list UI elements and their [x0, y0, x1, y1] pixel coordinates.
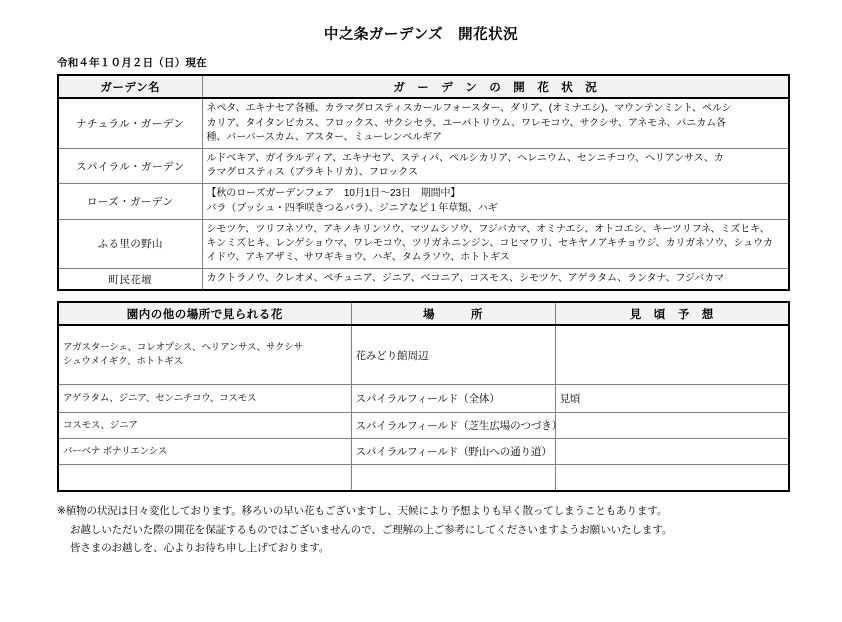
text-line: 種、バーバースカム、アスター、ミューレンベルギア	[206, 131, 442, 143]
place-cell: スパイラルフィールド（芝生広場のつづき）	[351, 413, 555, 439]
flower-cell	[58, 325, 351, 385]
garden-name-cell: 町民花壇	[58, 269, 202, 291]
flower-cell	[58, 413, 351, 439]
place-cell: スパイラルフィールド（全体）	[351, 385, 555, 413]
table-row	[58, 269, 789, 291]
text-line: イドウ、アキアザミ、サワギキョウ、ハギ、タムラソウ、ホトトギス	[206, 252, 510, 264]
table-row	[58, 385, 789, 413]
garden-status-cell	[202, 219, 789, 269]
text-line: ルドベキア、ガイラルディア、エキナセア、スティパ、ペルシカリア、ヘレニウム、センニチコウ、ヘリアンサス、カ	[206, 152, 724, 164]
garden-table-body	[58, 98, 789, 290]
garden-name-cell: ナチュラル・ガーデン	[58, 98, 202, 148]
text-line: カリア、タイタンビカス、フロックス、サクシセラ、ユーパトリウム、ワレモコウ、サクシサ、アネモネ、パニカム各	[206, 117, 726, 129]
place-cell: 花みどり館周辺	[351, 325, 555, 385]
place-cell	[351, 465, 555, 492]
text-line: アゲラタム、ジニア、センニチコウ、コスモス	[63, 392, 257, 404]
garden-status-cell	[202, 148, 789, 183]
flower-cell	[58, 465, 351, 492]
text-line: シモツケ、ツリフネソウ、アキノキリンソウ、マツムシソウ、フジバカマ、オミナエシ、オトコエシ、キーツリフネ、ミズヒキ、	[206, 223, 770, 235]
text-line: ラマグロスティス（ブラキトリカ）、フロックス	[206, 167, 418, 179]
header-garden-status: ガ ー デ ン の 開 花 状 況	[202, 75, 789, 98]
place-cell: スパイラルフィールド（野山への通り道）	[351, 439, 555, 465]
text-line: バーベナ ボナリエンシス	[63, 445, 168, 457]
header-other-flower: 園内の他の場所で見られる花	[58, 302, 351, 325]
other-locations-table	[57, 301, 790, 492]
note-line: お越しいただいた際の開花を保証するものではございませんので、ご理解の上ご参考にしてくださいますようお願いいたします。	[70, 523, 673, 536]
forecast-cell	[555, 465, 789, 492]
forecast-cell	[555, 413, 789, 439]
text-line: カクトラノウ、クレオメ、ペチュニア、ジニア、ベコニア、コスモス、シモツケ、アゲラタム、ランタナ、フジバカマ	[206, 273, 724, 285]
forecast-cell: 見頃	[555, 385, 789, 413]
table-row	[58, 98, 789, 148]
garden-name-cell: スパイラル・ガーデン	[58, 148, 202, 183]
text-line: 【秋のローズガーデンフェア 10月1日～23日 期間中】	[206, 188, 461, 200]
text-line: シュウメイギク、ホトトギス	[63, 356, 183, 368]
forecast-cell	[555, 439, 789, 465]
text-line: ネペタ、エキナセア各種、カラマグロスティスカールフォースター、ダリア、(オミナエシ)、マウンテンミント、ペルシ	[206, 103, 732, 115]
garden-name-cell: ふる里の野山	[58, 219, 202, 269]
note-line: ※植物の状況は日々変化しております。移ろいの早い花もございますし、天候により予想よりも早く散ってしまうこともあります。	[57, 505, 668, 518]
text-line: アガスターシェ、コレオプシス、ヘリアンサス、サクシサ	[63, 342, 303, 354]
table-row	[58, 439, 789, 465]
note-line: 皆さまのお越しを、心よりお待ち申し上げております。	[70, 542, 330, 555]
header-garden-name: ガーデン名	[58, 75, 202, 98]
table-row	[58, 465, 789, 492]
page-title: 中之条ガーデンズ 開花状況	[323, 27, 519, 43]
table-header-row	[58, 302, 789, 325]
flower-cell	[58, 385, 351, 413]
footer-notes	[57, 502, 842, 557]
table-row	[58, 325, 789, 385]
other-table-body	[58, 325, 789, 491]
garden-name-cell: ローズ・ガーデン	[58, 184, 202, 219]
table-row	[58, 148, 789, 183]
table-row	[58, 219, 789, 269]
text-line: バラ（ブッシュ・四季咲きつるバラ）、ジニアなど１年草類、ハギ	[206, 202, 498, 214]
document-page	[0, 27, 842, 622]
flower-cell	[58, 439, 351, 465]
garden-status-cell	[202, 269, 789, 291]
as-of-date: 令和４年１０月２日（日）現在	[57, 57, 207, 70]
garden-status-cell	[202, 184, 789, 219]
forecast-cell	[555, 325, 789, 385]
header-bloom-forecast: 見 頃 予 想	[555, 302, 789, 325]
text-line: コスモス、ジニア	[63, 419, 138, 431]
garden-bloom-table	[57, 74, 790, 291]
header-place: 場 所	[351, 302, 555, 325]
table-row	[58, 184, 789, 219]
table-row	[58, 413, 789, 439]
text-line: キンミズヒキ、レンゲショウマ、ワレモコウ、ツリガネニンジン、コヒマワリ、セキヤノアキチョウジ、カリガネソウ、シュウカ	[206, 237, 773, 249]
table-header-row	[58, 75, 789, 98]
garden-status-cell	[202, 98, 789, 148]
